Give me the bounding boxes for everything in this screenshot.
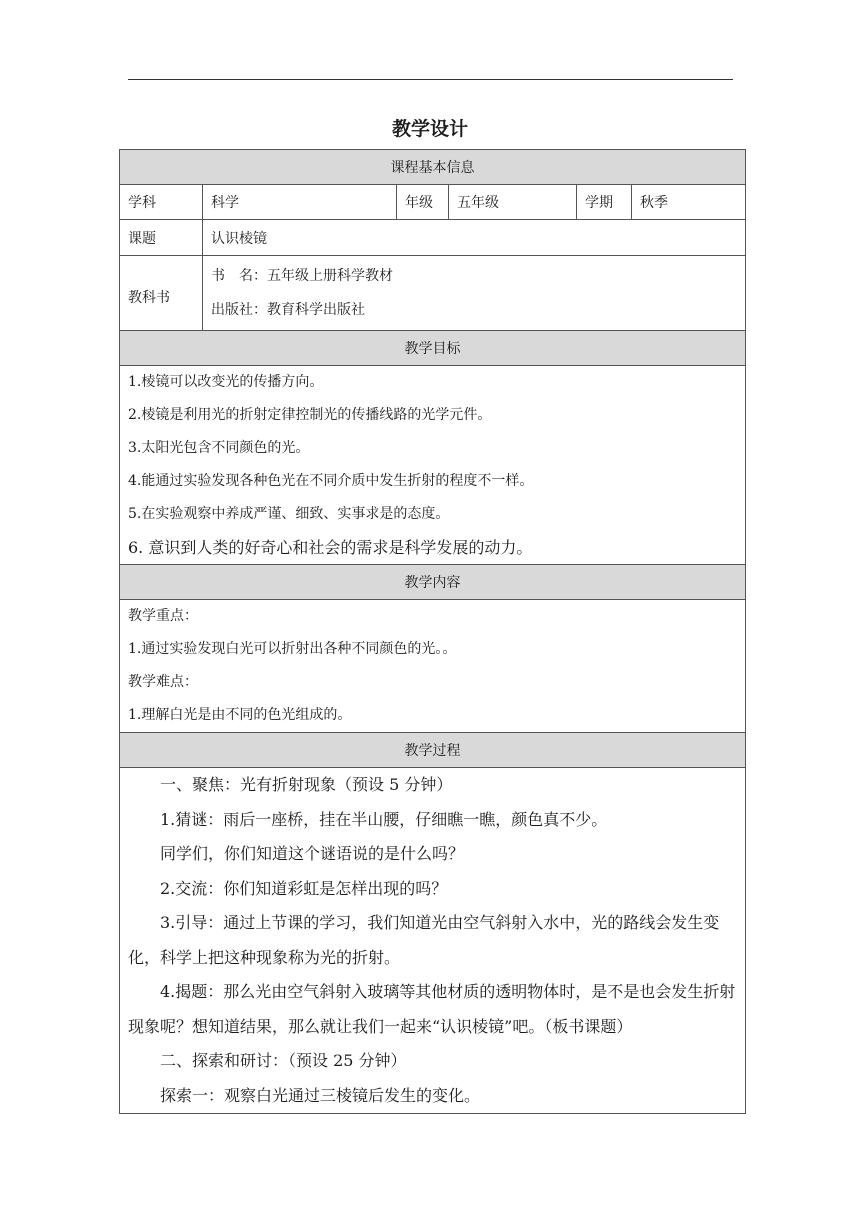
section-header-objectives: 教学目标 xyxy=(120,331,746,366)
objectives-list xyxy=(120,366,746,565)
topic-value: 认识棱镜 xyxy=(203,220,746,256)
subject-label: 学科 xyxy=(120,185,203,220)
process-body xyxy=(120,768,746,1114)
grade-label: 年级 xyxy=(397,185,449,220)
process-paragraph: 同学们，你们知道这个谜语说的是什么吗？ xyxy=(160,844,465,863)
difficulty-item: 1.理解白光是由不同的色光组成的。 xyxy=(128,707,352,723)
textbook-publisher: 出版社：教育科学出版社 xyxy=(211,302,365,318)
term-label: 学期 xyxy=(577,185,632,220)
document-title: 教学设计 xyxy=(391,118,468,140)
process-paragraph: 探索一：观察白光通过三棱镜后发生的变化。 xyxy=(160,1085,481,1105)
objective-item: 2.棱镜是利用光的折射定律控制光的传播线路的光学元件。 xyxy=(128,407,492,423)
key-points-label: 教学重点： xyxy=(128,608,198,624)
grade-value: 五年级 xyxy=(449,185,577,220)
textbook-label: 教科书 xyxy=(120,256,203,331)
process-paragraph: 一、聚焦：光有折射现象（预设 5 分钟） xyxy=(160,775,453,794)
process-paragraph: 4.揭题：那么光由空气斜射入玻璃等其他材质的透明物体时，是不是也会发生折射现象呢？想知道结果，那么就让我们一起来“认识棱镜”吧。（板书课题） xyxy=(128,982,736,1036)
process-paragraph: 2.交流：你们知道彩虹是怎样出现的吗？ xyxy=(160,878,448,898)
section-header-process: 教学过程 xyxy=(120,733,746,768)
section-header-content: 教学内容 xyxy=(120,565,746,600)
process-paragraph: 1.猜谜：雨后一座桥，挂在半山腰，仔细瞧一瞧，颜色真不少。 xyxy=(160,809,608,829)
content-list xyxy=(120,600,746,733)
objective-item: 1.棱镜可以改变光的传播方向。 xyxy=(128,374,324,390)
section-header-basic-info: 课程基本信息 xyxy=(120,150,746,185)
process-paragraph: 3.引导：通过上节课的学习，我们知道光由空气斜射入水中，光的路线会发生变化，科学上把这种现象称为光的折射。 xyxy=(128,913,720,967)
term-value: 秋季 xyxy=(632,185,746,220)
lesson-plan-table xyxy=(119,149,746,1114)
objective-item: 5.在实验观察中养成严谨、细致、实事求是的态度。 xyxy=(128,506,450,522)
key-point-item: 1.通过实验发现白光可以折射出各种不同颜色的光。。 xyxy=(128,641,457,657)
subject-value: 科学 xyxy=(203,185,397,220)
topic-label: 课题 xyxy=(120,220,203,256)
objective-item: 6. 意识到人类的好奇心和社会的需求是科学发展的动力。 xyxy=(128,538,533,557)
objective-item: 3.太阳光包含不同颜色的光。 xyxy=(128,440,310,456)
objective-item: 4.能通过实验发现各种色光在不同介质中发生折射的程度不一样。 xyxy=(128,473,534,489)
process-paragraph: 二、探索和研讨：（预设 25 分钟） xyxy=(160,1051,407,1070)
difficulty-label: 教学难点： xyxy=(128,674,198,690)
textbook-name: 书 名：五年级上册科学教材 xyxy=(211,268,393,284)
header-rule xyxy=(128,79,733,80)
